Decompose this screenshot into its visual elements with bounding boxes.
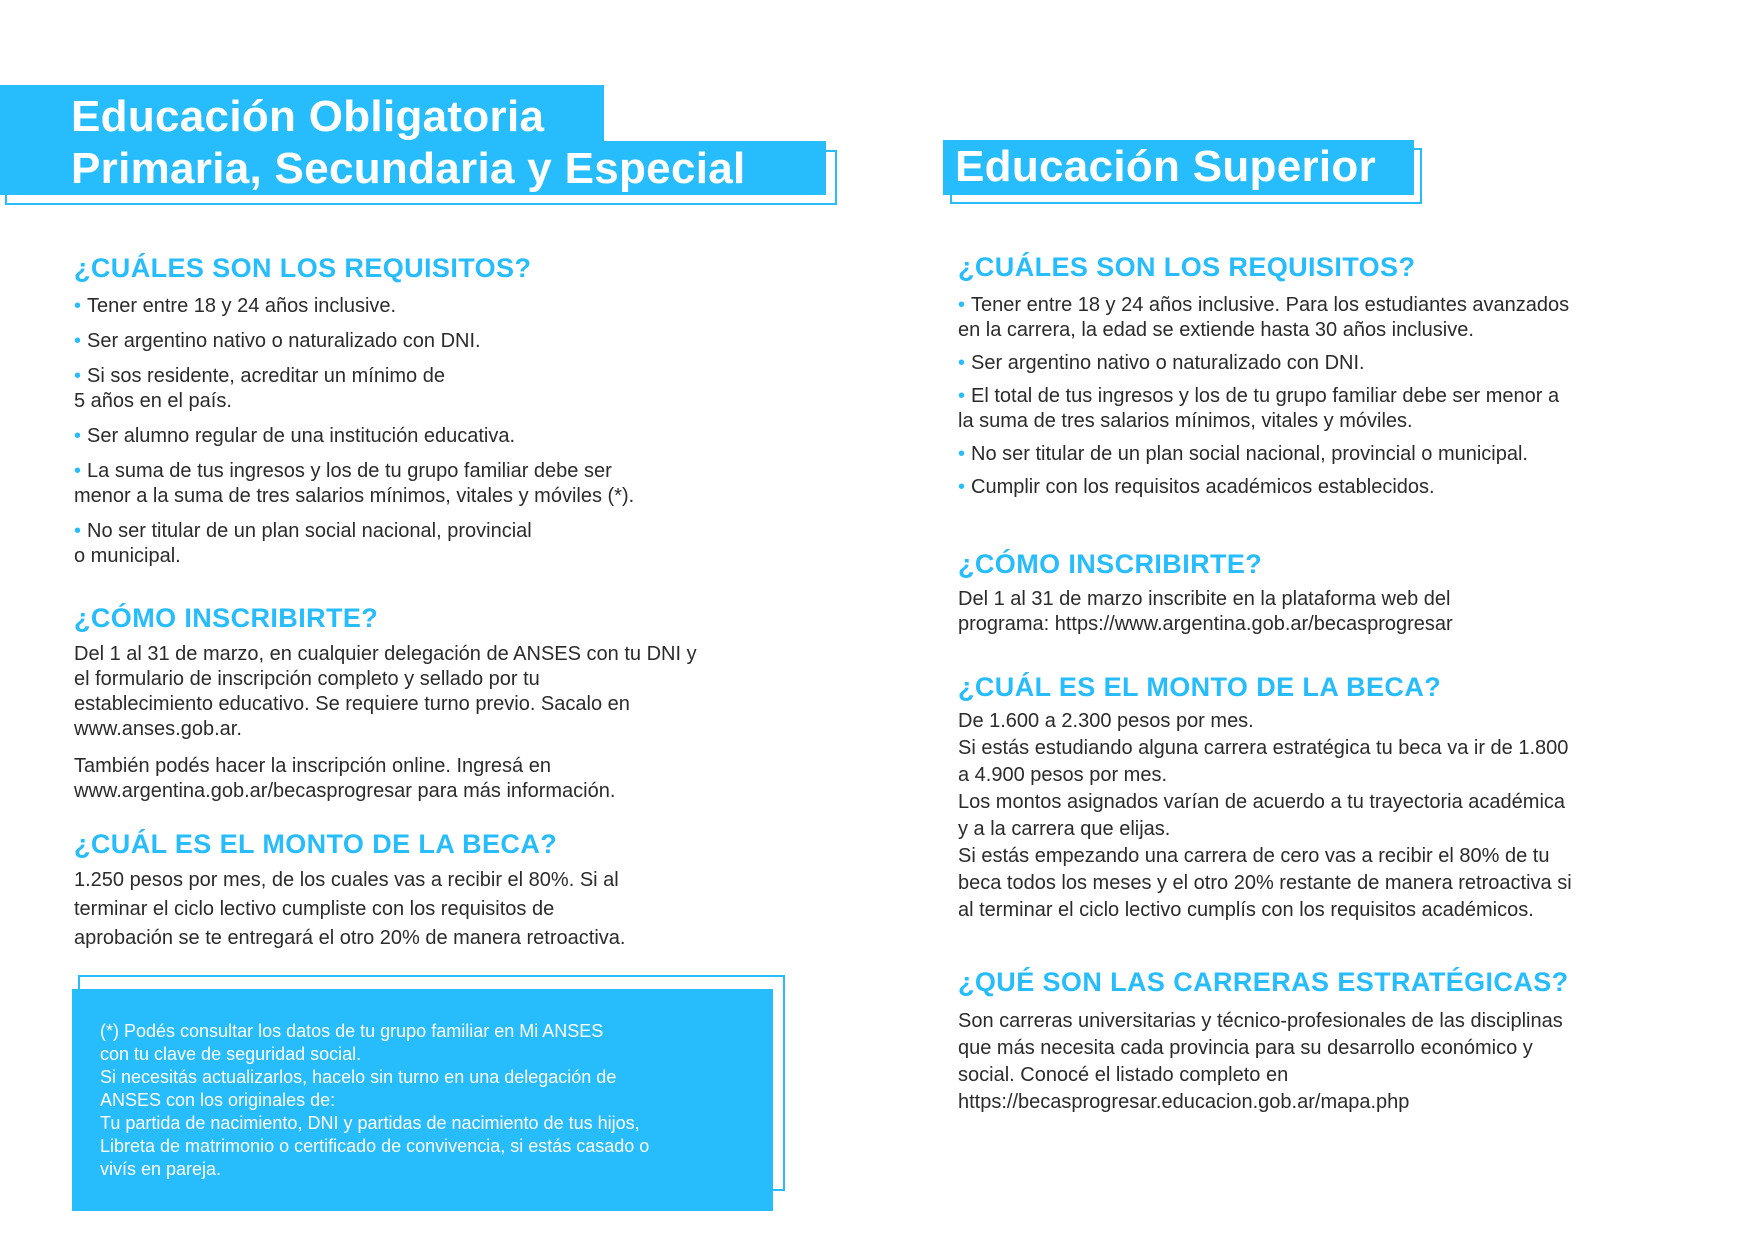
list-item-text: Tener entre 18 y 24 años inclusive. xyxy=(87,295,397,317)
text-line: el formulario de inscripción completo y sellado por tu xyxy=(74,668,540,690)
bullet-icon: • xyxy=(74,425,82,447)
list-item xyxy=(958,293,1718,343)
text-line: beca todos los meses y el otro 20% restante de manera retroactiva si xyxy=(958,872,1572,894)
list-item-line xyxy=(958,351,1718,376)
list-item-text: menor a la suma de tres salarios mínimos, vitales y móviles (*). xyxy=(74,485,635,507)
left-inscripcion-paragraph-1 xyxy=(74,642,794,742)
right-estrategicas-heading: ¿QUÉ SON LAS CARRERAS ESTRATÉGICAS? xyxy=(958,967,1569,997)
list-item-text: 5 años en el país. xyxy=(74,390,232,412)
list-item-line xyxy=(74,484,794,509)
left-monto-text xyxy=(74,866,794,953)
list-item-text: en la carrera, la edad se extiende hasta 30 años inclusive. xyxy=(958,319,1474,341)
right-requisitos-heading: ¿CUÁLES SON LOS REQUISITOS? xyxy=(958,252,1416,282)
note-line: vivís en pareja. xyxy=(100,1159,222,1179)
note-line: Libreta de matrimonio o certificado de convivencia, si estás casado o xyxy=(100,1136,650,1156)
list-item xyxy=(958,384,1718,434)
text-line: De 1.600 a 2.300 pesos por mes. xyxy=(958,710,1254,732)
right-requisitos-list xyxy=(958,293,1718,500)
list-item xyxy=(74,364,794,414)
list-item-text: Ser argentino nativo o naturalizado con DNI. xyxy=(87,330,481,352)
list-item-line xyxy=(958,442,1718,467)
note-line: con tu clave de seguridad social. xyxy=(100,1044,362,1064)
list-item xyxy=(74,519,794,569)
bullet-icon: • xyxy=(958,352,966,374)
bullet-icon: • xyxy=(74,295,82,317)
list-item-text: No ser titular de un plan social nacional, provincial o municipal. xyxy=(971,443,1528,465)
text-line: https://becasprogresar.educacion.gob.ar/mapa.php xyxy=(958,1091,1410,1113)
list-item-line xyxy=(74,294,794,319)
list-item-line xyxy=(74,329,794,354)
list-item-text: o municipal. xyxy=(74,545,181,567)
list-item-text: El total de tus ingresos y los de tu grupo familiar debe ser menor a xyxy=(971,385,1560,407)
text-line: 1.250 pesos por mes, de los cuales vas a recibir el 80%. Si al xyxy=(74,869,619,891)
text-line: y a la carrera que elijas. xyxy=(958,818,1171,840)
note-line: Tu partida de nacimiento, DNI y partidas de nacimiento de tus hijos, xyxy=(100,1113,640,1133)
list-item xyxy=(74,424,794,449)
list-item-line xyxy=(74,544,794,569)
list-item xyxy=(958,351,1718,376)
list-item-line xyxy=(74,364,794,389)
left-requisitos-list xyxy=(74,294,794,569)
left-requisitos-heading: ¿CUÁLES SON LOS REQUISITOS? xyxy=(74,253,532,283)
list-item-line xyxy=(74,424,794,449)
list-item xyxy=(74,329,794,354)
right-monto-heading: ¿CUÁL ES EL MONTO DE LA BECA? xyxy=(958,672,1442,702)
text-line: al terminar el ciclo lectivo cumplís con los requisitos académicos. xyxy=(958,899,1534,921)
list-item-line xyxy=(958,475,1718,500)
bullet-icon: • xyxy=(74,520,82,542)
text-line: Del 1 al 31 de marzo, en cualquier delegación de ANSES con tu DNI y xyxy=(74,643,697,665)
text-line: Son carreras universitarias y técnico-profesionales de las disciplinas xyxy=(958,1010,1563,1032)
list-item xyxy=(74,294,794,319)
bullet-icon: • xyxy=(958,443,966,465)
text-line: programa: https://www.argentina.gob.ar/becasprogresar xyxy=(958,613,1453,635)
note-line: Si necesitás actualizarlos, hacelo sin turno en una delegación de xyxy=(100,1067,617,1087)
right-title: Educación Superior xyxy=(955,142,1377,191)
list-item-text: Cumplir con los requisitos académicos establecidos. xyxy=(971,476,1435,498)
list-item-text: la suma de tres salarios mínimos, vitales y móviles. xyxy=(958,410,1413,432)
bullet-icon: • xyxy=(958,294,966,316)
bullet-icon: • xyxy=(958,385,966,407)
text-line: Si estás estudiando alguna carrera estratégica tu beca va ir de 1.800 xyxy=(958,737,1569,759)
right-estrategicas-text xyxy=(958,1008,1718,1116)
list-item-text: Si sos residente, acreditar un mínimo de xyxy=(87,365,445,387)
bullet-icon: • xyxy=(74,330,82,352)
left-title-line2: Primaria, Secundaria y Especial xyxy=(71,144,746,193)
right-inscripcion-heading: ¿CÓMO INSCRIBIRTE? xyxy=(958,549,1263,579)
list-item-line xyxy=(74,459,794,484)
text-line: www.anses.gob.ar. xyxy=(74,718,242,740)
note-line: (*) Podés consultar los datos de tu grupo familiar en Mi ANSES xyxy=(100,1021,604,1041)
bullet-icon: • xyxy=(74,460,82,482)
bullet-icon: • xyxy=(958,476,966,498)
text-line: terminar el ciclo lectivo cumpliste con los requisitos de xyxy=(74,898,555,920)
left-inscripcion-heading: ¿CÓMO INSCRIBIRTE? xyxy=(74,603,379,633)
list-item xyxy=(74,459,794,509)
text-line: a 4.900 pesos por mes. xyxy=(958,764,1168,786)
list-item-line xyxy=(958,318,1718,343)
text-line: www.argentina.gob.ar/becasprogresar para más información. xyxy=(74,780,616,802)
text-line: social. Conocé el listado completo en xyxy=(958,1064,1289,1086)
left-title-line1: Educación Obligatoria xyxy=(71,92,545,141)
list-item-line xyxy=(74,389,794,414)
text-line: aprobación se te entregará el otro 20% de manera retroactiva. xyxy=(74,927,626,949)
right-monto-text xyxy=(958,708,1718,924)
bullet-icon: • xyxy=(74,365,82,387)
right-inscripcion-text xyxy=(958,587,1718,637)
left-inscripcion-paragraph-2 xyxy=(74,754,794,804)
left-column xyxy=(74,252,794,953)
list-item-text: Ser argentino nativo o naturalizado con DNI. xyxy=(971,352,1365,374)
list-item-line xyxy=(958,293,1718,318)
list-item-line xyxy=(958,409,1718,434)
list-item-line xyxy=(958,384,1718,409)
right-column xyxy=(958,251,1718,1116)
left-monto-heading: ¿CUÁL ES EL MONTO DE LA BECA? xyxy=(74,829,558,859)
note-text xyxy=(100,1020,649,1181)
list-item-text: No ser titular de un plan social nacional, provincial xyxy=(87,520,532,542)
list-item xyxy=(958,475,1718,500)
text-line: Si estás empezando una carrera de cero vas a recibir el 80% de tu xyxy=(958,845,1550,867)
list-item-text: Ser alumno regular de una institución educativa. xyxy=(87,425,516,447)
list-item xyxy=(958,442,1718,467)
text-line: que más necesita cada provincia para su desarrollo económico y xyxy=(958,1037,1533,1059)
list-item-line xyxy=(74,519,794,544)
note-line: ANSES con los originales de: xyxy=(100,1090,336,1110)
text-line: Del 1 al 31 de marzo inscribite en la plataforma web del xyxy=(958,588,1451,610)
text-line: También podés hacer la inscripción online. Ingresá en xyxy=(74,755,551,777)
text-line: establecimiento educativo. Se requiere turno previo. Sacalo en xyxy=(74,693,630,715)
text-line: Los montos asignados varían de acuerdo a tu trayectoria académica xyxy=(958,791,1566,813)
list-item-text: La suma de tus ingresos y los de tu grupo familiar debe ser xyxy=(87,460,612,482)
list-item-text: Tener entre 18 y 24 años inclusive. Para los estudiantes avanzados xyxy=(971,294,1570,316)
